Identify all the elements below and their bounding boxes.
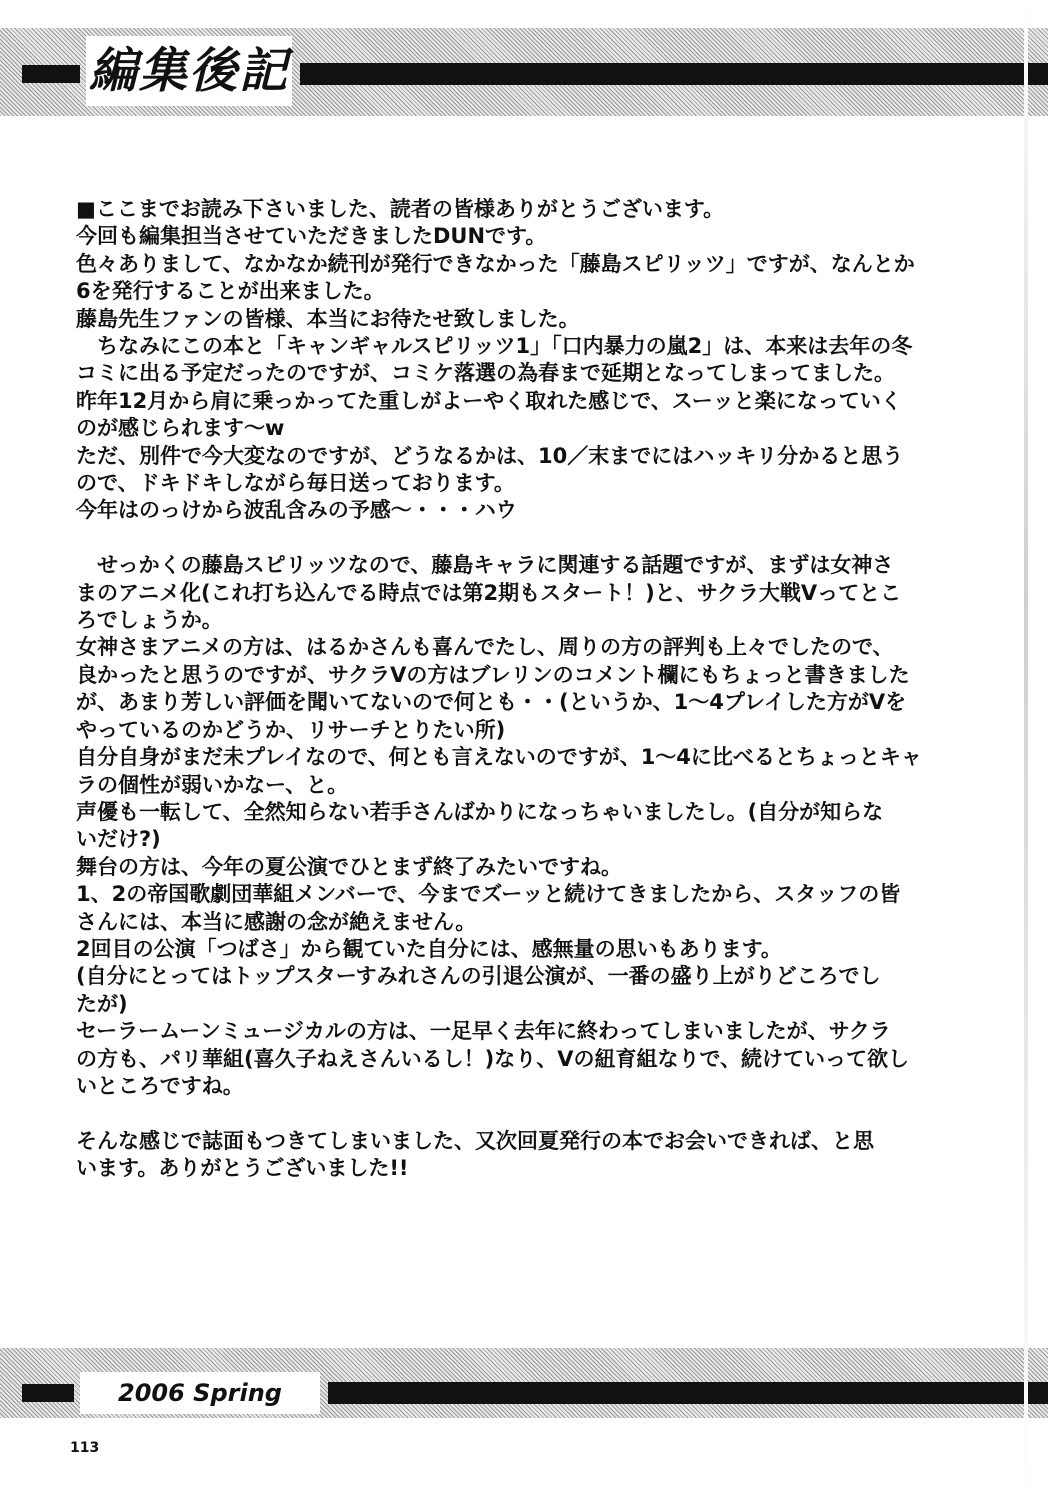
- header-bar-right: [300, 63, 1048, 85]
- editor-note-body: [76, 196, 966, 1183]
- body-line: 女神さまアニメの方は、はるかさんも喜んでたし、周りの方の評判も上々でしたので、: [76, 635, 894, 660]
- body-line: ただ、別件で今大変なのですが、どうなるかは、10／末までにはハッキリ分かると思う: [76, 443, 904, 468]
- body-line: ラの個性が弱いかなー、と。: [76, 772, 349, 797]
- body-line: さんには、本当に感謝の念が絶えません。: [76, 909, 477, 934]
- body-line: 藤島先生ファンの皆様、本当にお待たせ致しました。: [76, 306, 580, 331]
- body-line: 昨年12月から肩に乗っかってた重しがよーやく取れた感じで、スーッと楽になっていく: [76, 388, 902, 413]
- paragraph-gap: [76, 525, 966, 552]
- body-line: (自分にとってはトップスターすみれさんの引退公演が、一番の盛り上がりどころでし: [76, 964, 881, 989]
- footer-bar-right: [328, 1382, 1048, 1404]
- body-line: の方も、パリ華組(喜久子ねえさんいるし！)なり、Vの紐育組なりで、続けていって欲し: [76, 1046, 910, 1071]
- body-line: やっているのかどうか、リサーチとりたい所): [76, 717, 506, 742]
- footer-bar-left: [22, 1384, 74, 1402]
- body-line: ■ここまでお読み下さいました、読者の皆様ありがとうございます。: [76, 197, 725, 221]
- body-line: セーラームーンミュージカルの方は、一足早く去年に終わってしまいましたが、サクラ: [76, 1019, 891, 1044]
- body-line: います。ありがとうございました!!: [76, 1156, 409, 1181]
- paragraph-gap: [76, 1100, 966, 1127]
- body-line: ので、ドキドキしながら毎日送っております。: [76, 471, 515, 496]
- body-line: 色々ありまして、なかなか続刊が発行できなかった「藤島スピリッツ」ですが、なんとか: [76, 251, 915, 276]
- body-line: 自分自身がまだ未プレイなので、何とも言えないのですが、1～4に比べるとちょっとキャ: [76, 745, 922, 770]
- body-line: いだけ?): [76, 827, 161, 852]
- body-line: せっかくの藤島スピリッツなので、藤島キャラに関連する話題ですが、まずは女神さ: [76, 553, 894, 578]
- body-line: 6を発行することが出来ました。: [76, 279, 385, 304]
- body-line: ちなみにこの本と「キャンギャルスピリッツ1」「口内暴力の嵐2」は、本来は去年の冬: [76, 334, 913, 359]
- page-title: 編集後記: [86, 36, 292, 106]
- body-line: そんな感じで誌面もつきてしまいました、又次回夏発行の本でお会いできれば、と思: [76, 1128, 874, 1153]
- body-line: コミに出る予定だったのですが、コミケ落選の為春まで延期となってしまってました。: [76, 361, 895, 386]
- body-line: いところですね。: [76, 1073, 244, 1098]
- body-line: 今回も編集担当させていただきましたDUNです。: [76, 224, 547, 249]
- body-line: 1、2の帝国歌劇団華組メンバーで、今までズーッと続けてきましたから、スタッフの皆: [76, 882, 901, 907]
- body-line: まのアニメ化(これ打ち込んでる時点では第2期もスタート！)と、サクラ大戦Vってとこ: [76, 580, 902, 605]
- body-line: のが感じられます～w: [76, 416, 285, 441]
- page-edge-shadow: [1024, 0, 1028, 1495]
- body-line: 2回目の公演「つばさ」から観ていた自分には、感無量の思いもあります。: [76, 936, 782, 961]
- body-line: が、あまり芳しい評価を聞いてないので何とも・・(というか、1～4プレイした方がVを: [76, 690, 907, 715]
- body-line: たが): [76, 991, 128, 1016]
- header-bar-left: [22, 65, 80, 83]
- season-label: 2006 Spring: [80, 1372, 320, 1414]
- body-line: 舞台の方は、今年の夏公演でひとまず終了みたいですね。: [76, 854, 622, 879]
- body-line: 良かったと思うのですが、サクラVの方はブレリンのコメント欄にもちょっと書きました: [76, 662, 910, 687]
- body-line: 声優も一転して、全然知らない若手さんばかりになっちゃいましたし。(自分が知らな: [76, 799, 884, 824]
- body-line: 今年はのっけから波乱含みの予感～・・・ハウ: [76, 498, 517, 523]
- page-number: 113: [70, 1440, 100, 1456]
- body-line: ろでしょうか。: [76, 608, 223, 633]
